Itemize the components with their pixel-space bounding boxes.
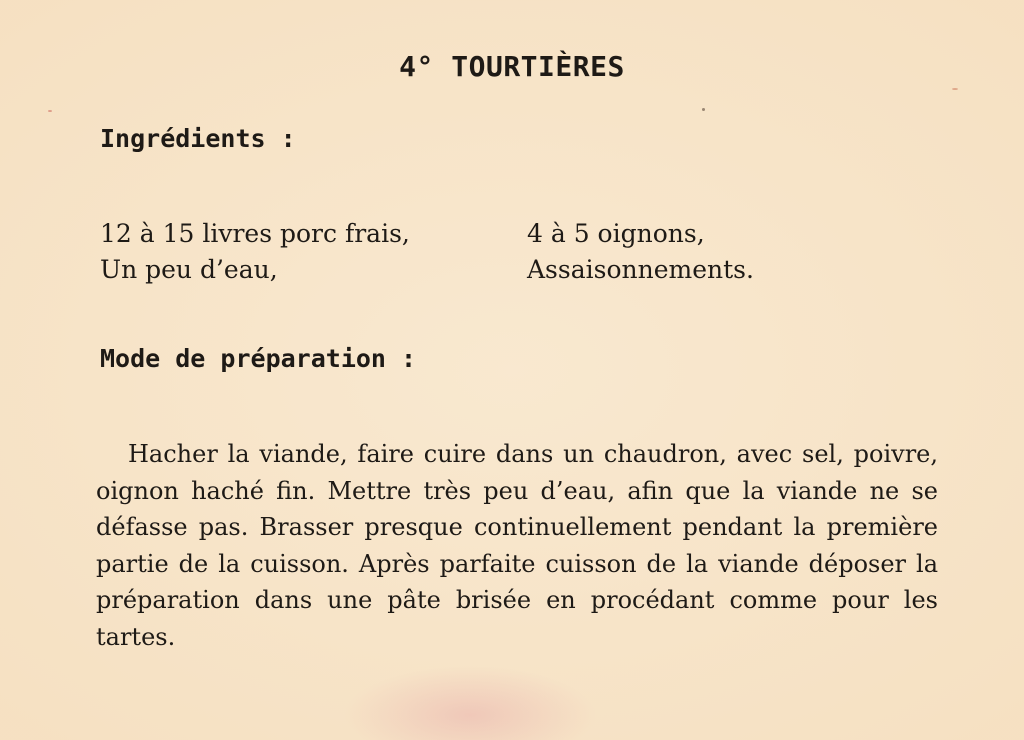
- ingredient-item: 4 à 5 oignons,: [527, 219, 705, 248]
- paper-speck: [702, 108, 705, 111]
- ingredients-heading: Ingrédients :: [100, 124, 296, 153]
- preparation-heading: Mode de préparation :: [100, 344, 417, 373]
- ingredient-item: Un peu d’eau,: [100, 255, 278, 284]
- ingredients-list-left: [100, 216, 410, 288]
- paper-speck: [48, 110, 52, 112]
- ingredient-item: Assaisonnements.: [527, 255, 754, 284]
- preparation-text: Hacher la viande, faire cuire dans un chaudron, avec sel, poivre, oignon haché fin. Mettre très peu d’eau, afin que la viande ne se défasse pas. Brasser presque continuellement pendant la première partie de la cuisson. Après parfaite cuisson de la viande déposer la préparation dans une pâte brisée en procédant comme pour les tartes.: [96, 440, 938, 651]
- paper-speck: [952, 88, 958, 90]
- ingredients-list-right: [527, 216, 754, 288]
- ingredient-item: 12 à 15 livres porc frais,: [100, 219, 410, 248]
- recipe-title: 4° TOURTIÈRES: [399, 50, 625, 83]
